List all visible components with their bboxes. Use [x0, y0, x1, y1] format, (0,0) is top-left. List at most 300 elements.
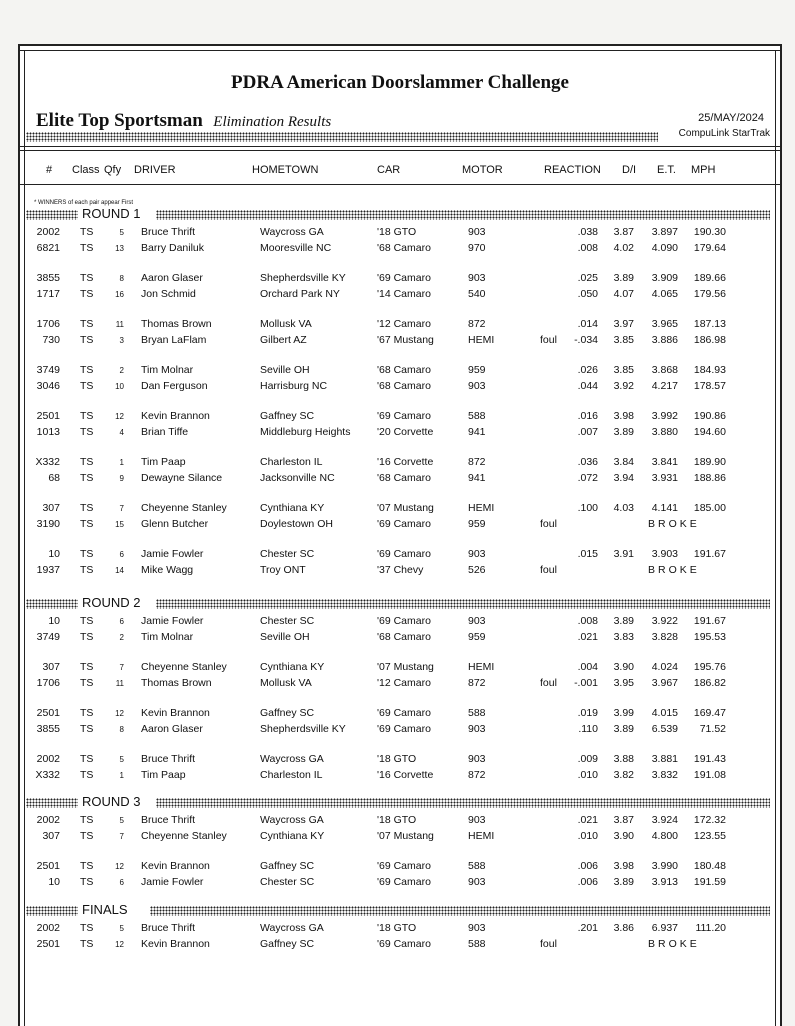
cell-foul: foul — [540, 564, 557, 576]
round-dot-band-right — [150, 906, 770, 916]
cell-car: '07 Mustang — [377, 502, 434, 514]
cell-num: 1013 — [36, 426, 60, 438]
cell-cls: TS — [80, 548, 94, 560]
cell-broke: BROKE — [648, 938, 700, 950]
cell-car: '69 Camaro — [377, 518, 431, 530]
cell-cls: TS — [80, 814, 94, 826]
cell-cls: TS — [80, 456, 94, 468]
cell-mph: 186.82 — [693, 677, 726, 689]
cell-hometown: Gilbert AZ — [260, 334, 307, 346]
cell-motor: 903 — [468, 380, 486, 392]
cell-di: 3.89 — [613, 876, 634, 888]
cell-driver: Jamie Fowler — [141, 548, 204, 560]
cell-reaction: .010 — [577, 769, 598, 781]
cell-cls: TS — [80, 334, 94, 346]
cell-di: 3.97 — [613, 318, 634, 330]
cell-motor: HEMI — [468, 334, 495, 346]
cell-mph: 191.67 — [693, 548, 726, 560]
cell-et: 3.886 — [651, 334, 678, 346]
cell-broke: BROKE — [648, 518, 700, 530]
cell-hometown: Gaffney SC — [260, 938, 315, 950]
cell-driver: Tim Paap — [141, 456, 186, 468]
cell-cls: TS — [80, 753, 94, 765]
col-header-et: E.T. — [657, 164, 676, 176]
cell-hometown: Seville OH — [260, 631, 310, 643]
cell-et: 4.217 — [651, 380, 678, 392]
cell-mph: 123.55 — [693, 830, 726, 842]
cell-cls: TS — [80, 364, 94, 376]
cell-qfy: 1 — [119, 458, 124, 467]
cell-et: 3.965 — [651, 318, 678, 330]
cell-motor: 588 — [468, 707, 486, 719]
cell-di: 3.94 — [613, 472, 634, 484]
cell-di: 3.92 — [613, 380, 634, 392]
cell-motor: HEMI — [468, 661, 495, 673]
cell-qfy: 12 — [115, 940, 124, 949]
round-dot-band-left — [26, 599, 78, 609]
cell-car: '14 Camaro — [377, 288, 431, 300]
cell-num: 2501 — [36, 410, 60, 422]
cell-reaction: .050 — [577, 288, 598, 300]
cell-num: 3046 — [36, 380, 60, 392]
cell-hometown: Cynthiana KY — [260, 502, 325, 514]
round-dot-band-left — [26, 210, 78, 220]
cell-hometown: Waycross GA — [260, 922, 324, 934]
cell-num: 3855 — [36, 272, 60, 284]
cell-qfy: 6 — [119, 878, 124, 887]
cell-num: 6821 — [36, 242, 60, 254]
cell-di: 3.85 — [613, 364, 634, 376]
cell-di: 3.87 — [613, 226, 634, 238]
cell-qfy: 5 — [119, 816, 124, 825]
cell-di: 3.91 — [613, 548, 634, 560]
cell-hometown: Shepherdsville KY — [260, 723, 346, 735]
cell-foul: foul — [540, 518, 557, 530]
cell-reaction: .110 — [578, 723, 598, 735]
cell-num: 2002 — [36, 814, 60, 826]
cell-num: 68 — [48, 472, 60, 484]
cell-mph: 195.76 — [693, 661, 726, 673]
winners-note: * WINNERS of each pair appear First — [34, 200, 134, 206]
cell-motor: 903 — [468, 814, 486, 826]
cell-hometown: Harrisburg NC — [260, 380, 328, 392]
cell-cls: TS — [80, 707, 94, 719]
cell-car: '69 Camaro — [377, 548, 431, 560]
cell-car: '69 Camaro — [377, 410, 431, 422]
cell-car: '69 Camaro — [377, 860, 431, 872]
cell-mph: 111.20 — [695, 922, 726, 934]
cell-cls: TS — [80, 426, 94, 438]
cell-motor: HEMI — [468, 830, 495, 842]
cell-qfy: 9 — [119, 474, 124, 483]
cell-hometown: Waycross GA — [260, 814, 324, 826]
cell-di: 3.99 — [613, 707, 634, 719]
round-header — [26, 208, 770, 222]
round-label: FINALS — [82, 902, 128, 917]
cell-cls: TS — [80, 723, 94, 735]
cell-di: 3.82 — [613, 769, 634, 781]
cell-driver: Kevin Brannon — [141, 707, 210, 719]
round-dot-band-left — [26, 798, 78, 808]
rule-under-headers — [20, 184, 780, 185]
cell-qfy: 5 — [119, 924, 124, 933]
cell-mph: 185.00 — [693, 502, 726, 514]
cell-hometown: Jacksonville NC — [260, 472, 335, 484]
event-title: PDRA American Doorslammer Challenge — [231, 72, 569, 93]
cell-di: 4.02 — [613, 242, 634, 254]
rule-top-inner — [20, 150, 780, 151]
cell-reaction: .036 — [577, 456, 598, 468]
cell-qfy: 5 — [119, 755, 124, 764]
cell-motor: 959 — [468, 518, 486, 530]
cell-qfy: 12 — [115, 709, 124, 718]
cell-num: 2002 — [36, 226, 60, 238]
cell-et: 3.990 — [651, 860, 678, 872]
cell-car: '69 Camaro — [377, 938, 431, 950]
cell-reaction: -.034 — [574, 334, 598, 346]
cell-driver: Cheyenne Stanley — [141, 661, 227, 673]
cell-cls: TS — [80, 410, 94, 422]
cell-driver: Thomas Brown — [141, 318, 212, 330]
cell-reaction: .009 — [577, 753, 598, 765]
cell-cls: TS — [80, 288, 94, 300]
round-dot-band-right — [156, 210, 770, 220]
cell-motor: 872 — [468, 318, 486, 330]
cell-et: 3.897 — [651, 226, 678, 238]
cell-driver: Bryan LaFlam — [141, 334, 207, 346]
cell-reaction: .008 — [577, 615, 598, 627]
cell-di: 3.87 — [613, 814, 634, 826]
cell-mph: 172.32 — [693, 814, 726, 826]
cell-mph: 71.52 — [699, 723, 726, 735]
cell-hometown: Chester SC — [260, 615, 315, 627]
cell-reaction: .006 — [577, 876, 598, 888]
col-header-hometown: HOMETOWN — [252, 164, 319, 176]
cell-qfy: 8 — [119, 274, 124, 283]
col-header-motor: MOTOR — [462, 164, 503, 176]
subtitle-row — [36, 110, 770, 132]
cell-car: '68 Camaro — [377, 242, 431, 254]
cell-num: 1706 — [36, 677, 60, 689]
cell-hometown: Middleburg Heights — [260, 426, 351, 438]
col-header-di: D/I — [622, 164, 637, 176]
cell-et: 4.090 — [651, 242, 678, 254]
cell-cls: TS — [80, 677, 94, 689]
cell-num: 307 — [42, 661, 60, 673]
cell-driver: Tim Molnar — [141, 364, 194, 376]
cell-motor: 959 — [468, 631, 486, 643]
cell-car: '68 Camaro — [377, 364, 431, 376]
cell-num: 3855 — [36, 723, 60, 735]
cell-et: 3.922 — [651, 615, 678, 627]
cell-hometown: Chester SC — [260, 876, 315, 888]
cell-mph: 195.53 — [693, 631, 726, 643]
col-header-car: CAR — [377, 164, 401, 176]
event-date: 25/MAY/2024 — [698, 112, 764, 124]
cell-qfy: 5 — [119, 228, 124, 237]
cell-driver: Jamie Fowler — [141, 615, 204, 627]
cell-mph: 189.66 — [693, 272, 726, 284]
cell-car: '69 Camaro — [377, 707, 431, 719]
cell-cls: TS — [80, 502, 94, 514]
cell-reaction: .006 — [577, 860, 598, 872]
cell-et: 3.931 — [651, 472, 678, 484]
cell-di: 3.89 — [613, 272, 634, 284]
cell-car: '18 GTO — [377, 814, 417, 826]
cell-car: '67 Mustang — [377, 334, 434, 346]
cell-mph: 184.93 — [693, 364, 726, 376]
cell-et: 6.937 — [651, 922, 678, 934]
cell-driver: Glenn Butcher — [141, 518, 209, 530]
col-header-reaction: REACTION — [544, 164, 601, 176]
round-dot-band-left — [26, 906, 78, 916]
cell-hometown: Shepherdsville KY — [260, 272, 346, 284]
cell-num: 3190 — [36, 518, 60, 530]
cell-driver: Aaron Glaser — [141, 723, 203, 735]
col-header-mph: MPH — [691, 164, 716, 176]
cell-di: 3.89 — [613, 615, 634, 627]
cell-hometown: Waycross GA — [260, 226, 324, 238]
header-dot-band — [26, 132, 658, 142]
cell-num: 1717 — [36, 288, 60, 300]
cell-driver: Jamie Fowler — [141, 876, 204, 888]
cell-driver: Jon Schmid — [141, 288, 196, 300]
cell-qfy: 14 — [115, 566, 124, 575]
cell-mph: 178.57 — [693, 380, 726, 392]
cell-et: 3.880 — [651, 426, 678, 438]
cell-motor: 970 — [468, 242, 486, 254]
cell-driver: Dan Ferguson — [141, 380, 208, 392]
cell-reaction: .044 — [577, 380, 598, 392]
cell-di: 3.83 — [613, 631, 634, 643]
cell-qfy: 1 — [119, 771, 124, 780]
cell-car: '69 Camaro — [377, 272, 431, 284]
cell-cls: TS — [80, 615, 94, 627]
cell-di: 3.98 — [613, 410, 634, 422]
cell-car: '12 Camaro — [377, 677, 431, 689]
cell-num: 1937 — [36, 564, 60, 576]
cell-cls: TS — [80, 564, 94, 576]
cell-et: 3.828 — [651, 631, 678, 643]
cell-num: 307 — [42, 830, 60, 842]
cell-et: 3.903 — [651, 548, 678, 560]
cell-driver: Cheyenne Stanley — [141, 502, 227, 514]
round-label: ROUND 1 — [82, 206, 141, 221]
cell-num: 2501 — [36, 707, 60, 719]
cell-qfy: 11 — [115, 320, 124, 329]
cell-hometown: Charleston IL — [260, 456, 323, 468]
cell-reaction: .201 — [577, 922, 598, 934]
cell-motor: 903 — [468, 272, 486, 284]
cell-car: '68 Camaro — [377, 631, 431, 643]
cell-car: '68 Camaro — [377, 380, 431, 392]
cell-motor: 588 — [468, 860, 486, 872]
cell-driver: Barry Daniluk — [141, 242, 205, 254]
cell-cls: TS — [80, 272, 94, 284]
cell-num: 3749 — [36, 364, 60, 376]
cell-mph: 191.43 — [693, 753, 726, 765]
cell-qfy: 3 — [119, 336, 124, 345]
cell-di: 3.85 — [613, 334, 634, 346]
col-header-class: Class — [72, 164, 100, 176]
cell-et: 3.909 — [651, 272, 678, 284]
cell-motor: HEMI — [468, 502, 495, 514]
round-header — [26, 796, 770, 810]
cell-motor: 903 — [468, 876, 486, 888]
cell-motor: 872 — [468, 456, 486, 468]
cell-cls: TS — [80, 830, 94, 842]
cell-hometown: Gaffney SC — [260, 410, 315, 422]
cell-cls: TS — [80, 631, 94, 643]
cell-driver: Brian Tiffe — [141, 426, 189, 438]
cell-driver: Bruce Thrift — [141, 922, 196, 934]
cell-driver: Bruce Thrift — [141, 753, 196, 765]
cell-reaction: .008 — [577, 242, 598, 254]
cell-reaction: .004 — [577, 661, 598, 673]
cell-num: X332 — [35, 456, 60, 468]
cell-driver: Mike Wagg — [141, 564, 194, 576]
cell-reaction: .014 — [577, 318, 598, 330]
cell-hometown: Gaffney SC — [260, 707, 315, 719]
cell-driver: Kevin Brannon — [141, 860, 210, 872]
cell-et: 6.539 — [651, 723, 678, 735]
cell-motor: 588 — [468, 938, 486, 950]
cell-mph: 179.64 — [693, 242, 726, 254]
cell-di: 3.86 — [613, 922, 634, 934]
cell-motor: 903 — [468, 615, 486, 627]
cell-num: 10 — [48, 876, 60, 888]
cell-et: 3.841 — [651, 456, 678, 468]
cell-cls: TS — [80, 860, 94, 872]
cell-qfy: 2 — [119, 633, 124, 642]
cell-driver: Bruce Thrift — [141, 814, 196, 826]
cell-di: 3.90 — [613, 661, 634, 673]
cell-foul: foul — [540, 677, 557, 689]
cell-foul: foul — [540, 938, 557, 950]
cell-motor: 526 — [468, 564, 486, 576]
cell-di: 3.84 — [613, 456, 634, 468]
cell-qfy: 6 — [119, 617, 124, 626]
cell-di: 3.98 — [613, 860, 634, 872]
cell-et: 3.868 — [651, 364, 678, 376]
cell-et: 4.800 — [651, 830, 678, 842]
cell-qfy: 13 — [115, 244, 124, 253]
cell-hometown: Charleston IL — [260, 769, 323, 781]
cell-reaction: .021 — [577, 814, 598, 826]
col-header-num: # — [46, 164, 53, 176]
class-name: Elite Top Sportsman — [36, 110, 203, 131]
cell-num: 2501 — [36, 860, 60, 872]
cell-cls: TS — [80, 242, 94, 254]
cell-motor: 903 — [468, 723, 486, 735]
cell-mph: 191.59 — [693, 876, 726, 888]
cell-driver: Kevin Brannon — [141, 938, 210, 950]
cell-reaction: .038 — [577, 226, 598, 238]
cell-reaction: -.001 — [574, 677, 598, 689]
cell-et: 3.832 — [651, 769, 678, 781]
cell-hometown: Chester SC — [260, 548, 315, 560]
cell-mph: 188.86 — [693, 472, 726, 484]
cell-qfy: 15 — [115, 520, 124, 529]
report-type: Elimination Results — [213, 114, 332, 130]
cell-motor: 959 — [468, 364, 486, 376]
cell-car: '07 Mustang — [377, 830, 434, 842]
cell-qfy: 7 — [119, 832, 124, 841]
cell-et: 3.913 — [651, 876, 678, 888]
cell-cls: TS — [80, 226, 94, 238]
cell-driver: Tim Molnar — [141, 631, 194, 643]
cell-driver: Dewayne Silance — [141, 472, 223, 484]
cell-cls: TS — [80, 380, 94, 392]
cell-qfy: 7 — [119, 663, 124, 672]
cell-num: 730 — [42, 334, 60, 346]
cell-num: 1706 — [36, 318, 60, 330]
cell-driver: Thomas Brown — [141, 677, 212, 689]
cell-num: 2002 — [36, 922, 60, 934]
cell-reaction: .072 — [577, 472, 598, 484]
cell-mph: 186.98 — [693, 334, 726, 346]
cell-di: 4.07 — [613, 288, 634, 300]
cell-di: 3.89 — [613, 426, 634, 438]
cell-di: 4.03 — [613, 502, 634, 514]
cell-cls: TS — [80, 472, 94, 484]
cell-driver: Kevin Brannon — [141, 410, 210, 422]
cell-driver: Cheyenne Stanley — [141, 830, 227, 842]
cell-motor: 941 — [468, 472, 486, 484]
cell-motor: 903 — [468, 922, 486, 934]
cell-mph: 189.90 — [693, 456, 726, 468]
cell-driver: Bruce Thrift — [141, 226, 196, 238]
cell-car: '16 Corvette — [377, 456, 434, 468]
cell-reaction: .007 — [577, 426, 598, 438]
cell-hometown: Cynthiana KY — [260, 661, 325, 673]
cell-num: 10 — [48, 615, 60, 627]
cell-num: 2501 — [36, 938, 60, 950]
cell-motor: 872 — [468, 677, 486, 689]
cell-qfy: 6 — [119, 550, 124, 559]
software-label: CompuLink StarTrak — [678, 128, 770, 139]
inner-border-top — [20, 50, 780, 51]
cell-motor: 540 — [468, 288, 486, 300]
cell-car: '37 Chevy — [377, 564, 424, 576]
cell-motor: 872 — [468, 769, 486, 781]
cell-car: '68 Camaro — [377, 472, 431, 484]
cell-car: '18 GTO — [377, 753, 417, 765]
cell-cls: TS — [80, 318, 94, 330]
cell-broke: BROKE — [648, 564, 700, 576]
cell-motor: 903 — [468, 226, 486, 238]
cell-motor: 903 — [468, 548, 486, 560]
cell-mph: 191.08 — [693, 769, 726, 781]
results-sheet — [18, 44, 782, 1026]
cell-car: '07 Mustang — [377, 661, 434, 673]
cell-et: 4.024 — [651, 661, 678, 673]
cell-reaction: .026 — [577, 364, 598, 376]
cell-hometown: Troy ONT — [260, 564, 306, 576]
cell-reaction: .025 — [577, 272, 598, 284]
cell-reaction: .016 — [577, 410, 598, 422]
cell-foul: foul — [540, 334, 557, 346]
cell-qfy: 11 — [115, 679, 124, 688]
cell-et: 3.924 — [651, 814, 678, 826]
cell-hometown: Cynthiana KY — [260, 830, 325, 842]
cell-di: 3.89 — [613, 723, 634, 735]
cell-car: '18 GTO — [377, 226, 417, 238]
cell-num: 307 — [42, 502, 60, 514]
cell-reaction: .100 — [577, 502, 598, 514]
round-header — [26, 597, 770, 611]
cell-driver: Tim Paap — [141, 769, 186, 781]
